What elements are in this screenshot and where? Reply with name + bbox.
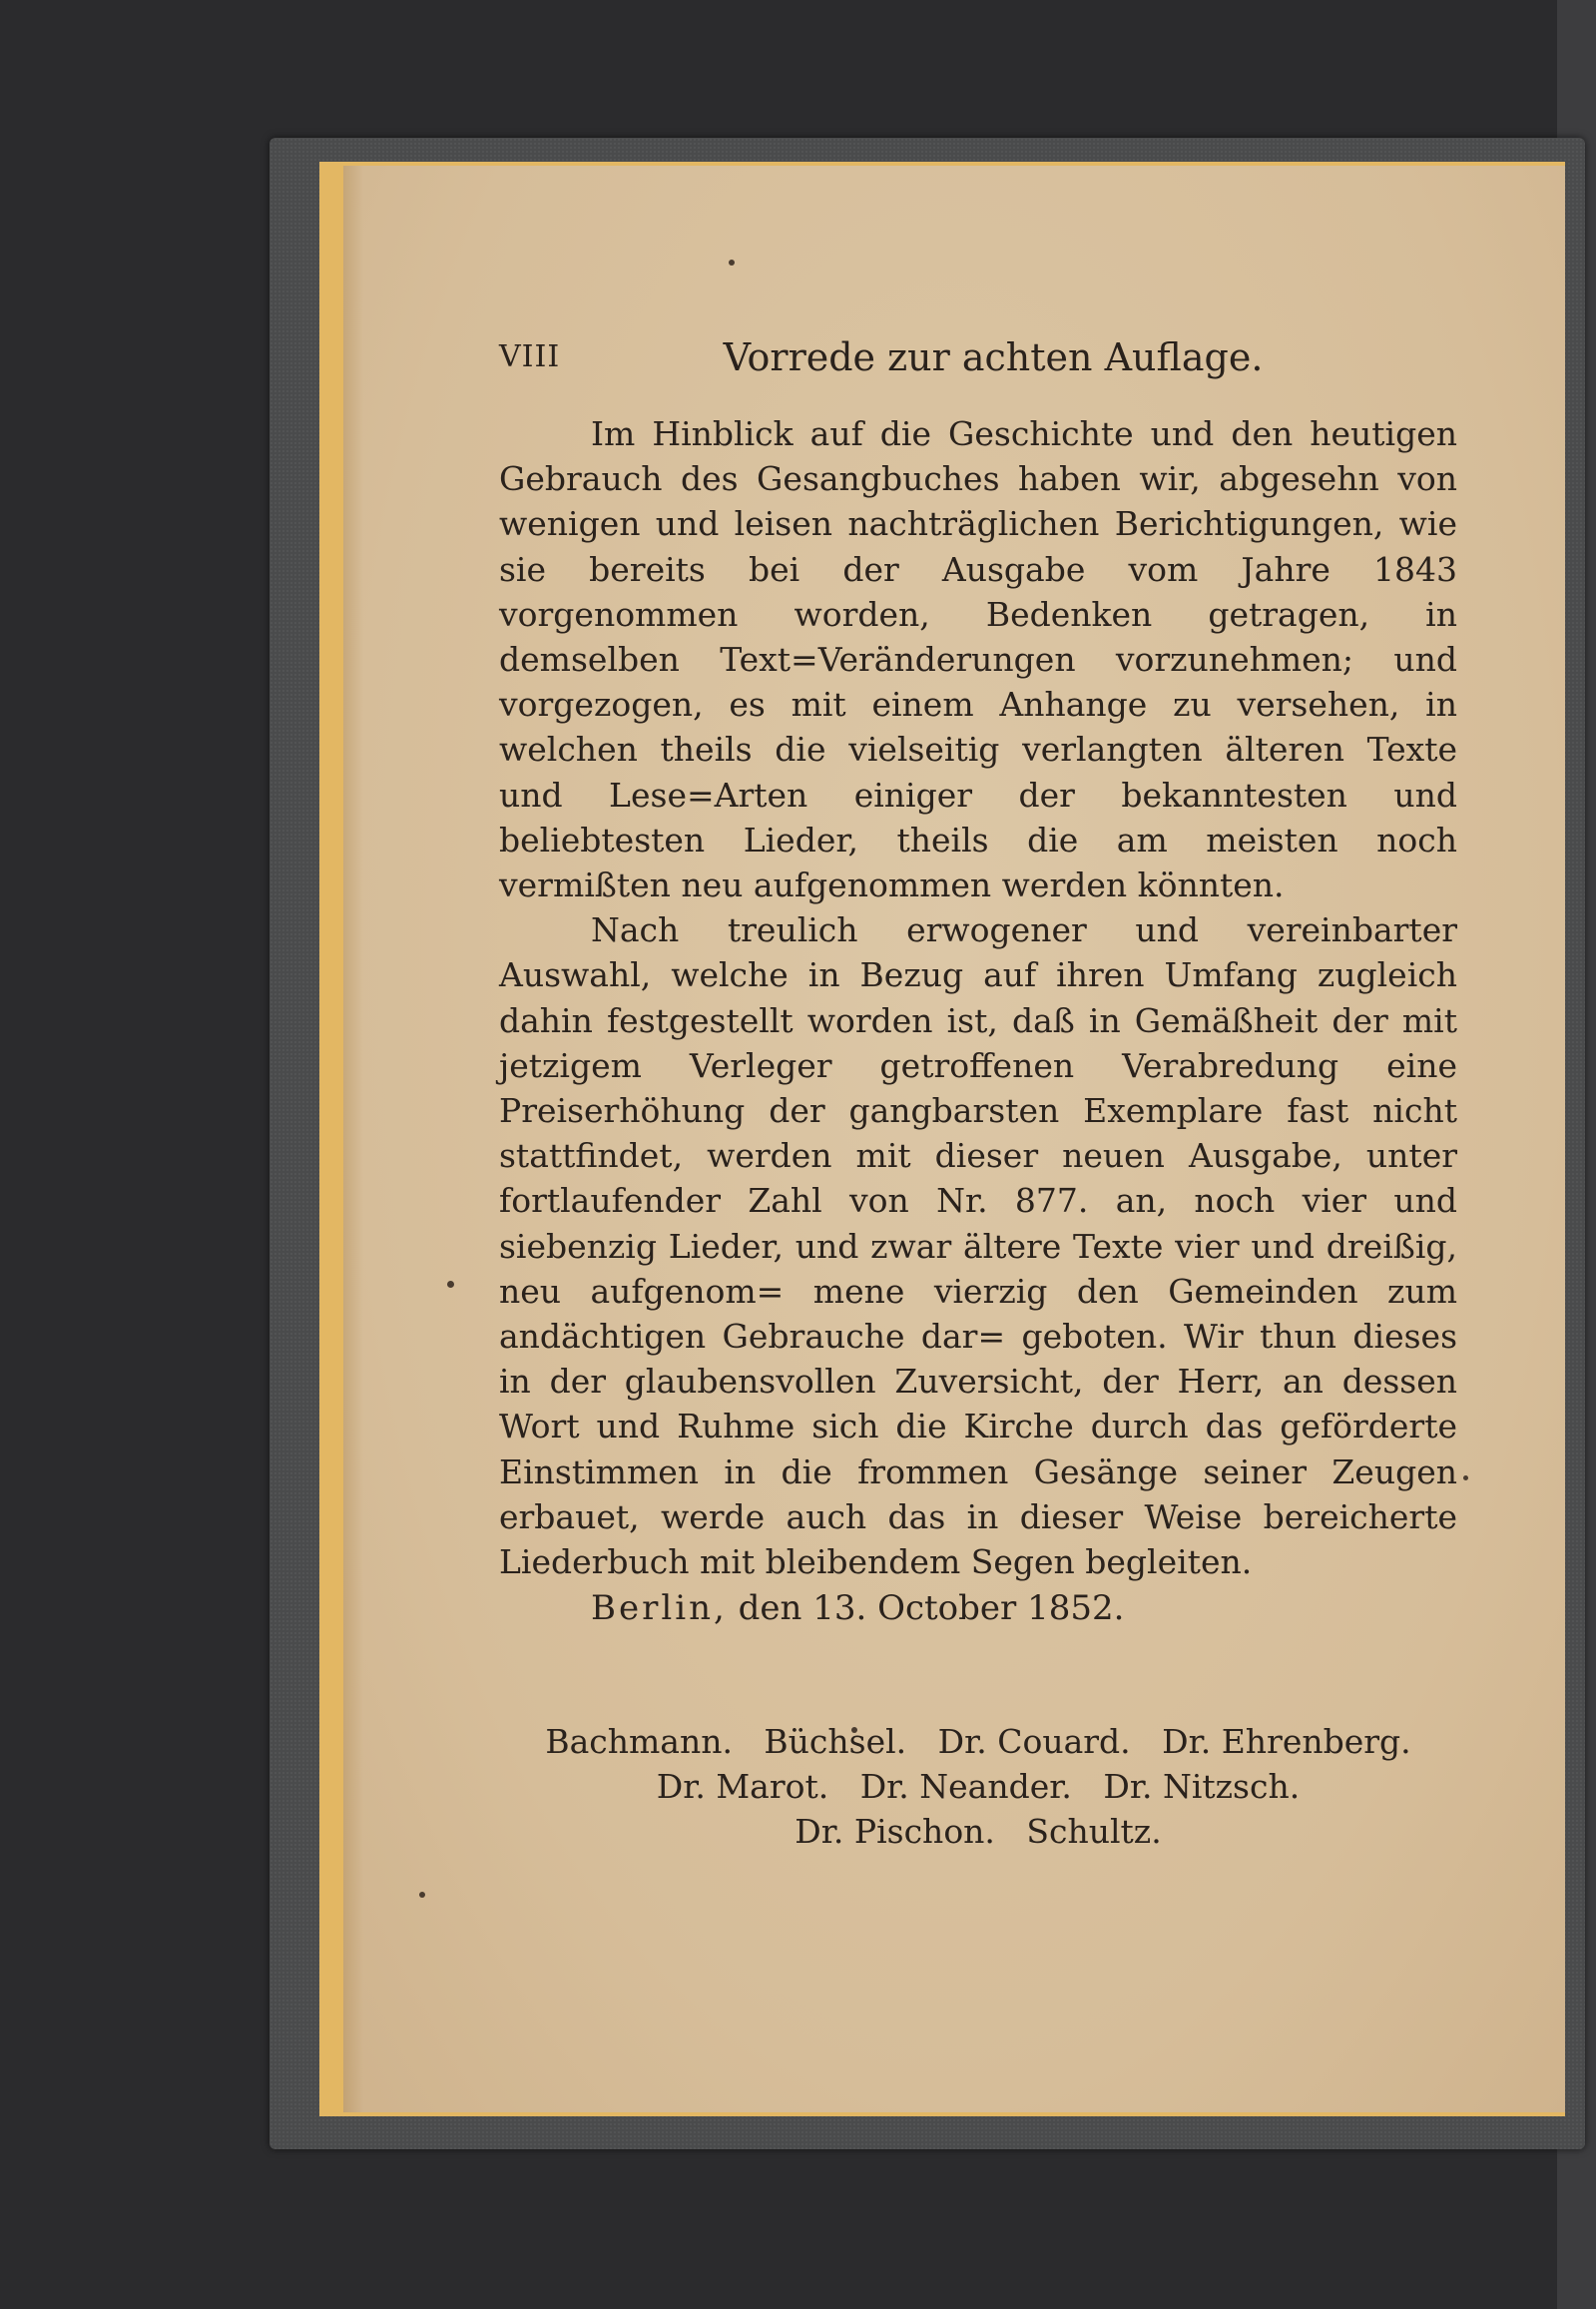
text-line: Lieder, und zwar ältere Texte vier und dreißig, neu aufgenom= bbox=[499, 1226, 1457, 1311]
print-speck bbox=[729, 260, 735, 266]
paragraph-2 bbox=[499, 907, 1457, 1584]
text-line: ist, daß in Gemäßheit der mit jetzigem Verleger getroffenen bbox=[499, 1000, 1457, 1085]
running-head bbox=[499, 329, 1457, 385]
text-line: es mit einem Anhange zu versehen, in welchen theils die bbox=[499, 685, 1457, 770]
text-line: vielseitig verlangten älteren Texte und Lese=Arten einiger der bbox=[499, 730, 1458, 815]
text-line: das geförderte Einstimmen in die frommen Gesänge seiner bbox=[499, 1407, 1458, 1491]
page-gutter bbox=[343, 166, 363, 2112]
page-content bbox=[499, 329, 1457, 1854]
text-line: fast nicht stattfindet, werden mit dieser neuen Ausgabe, unter bbox=[499, 1091, 1457, 1176]
text-line: vermißten neu aufgenommen werden könnten. bbox=[499, 866, 1285, 905]
text-line: fortlaufender Zahl von Nr. 877. an, noch vier und siebenzig bbox=[499, 1181, 1457, 1266]
text-line: demselben Text=Veränderungen vorzunehmen; und vorgezogen, bbox=[499, 640, 1457, 725]
page-number: VIII bbox=[499, 339, 561, 374]
place-and-date bbox=[499, 1586, 1457, 1631]
print-speck bbox=[447, 1281, 454, 1288]
print-speck bbox=[1463, 1475, 1468, 1480]
text-line: Im Hinblick auf die Geschichte und den heutigen Gebrauch bbox=[499, 414, 1457, 499]
text-line: Liederbuch mit bleibendem Segen begleiten. bbox=[499, 1542, 1253, 1582]
date: den 13. October 1852. bbox=[738, 1588, 1125, 1629]
signature-line-1: Bachmann. Büchsel. Dr. Couard. Dr. Ehrenberg. bbox=[545, 1722, 1411, 1762]
body-text bbox=[499, 411, 1457, 1584]
signature-line-3: Dr. Pischon. Schultz. bbox=[795, 1812, 1162, 1852]
text-line: vom Jahre 1843 vorgenommen worden, Bedenken getragen, in bbox=[499, 549, 1458, 634]
text-line: Nach treulich erwogener und vereinbarter Auswahl, welche bbox=[499, 910, 1457, 995]
text-line: geboten. Wir thun dieses in der glaubensvollen Zuversicht, bbox=[499, 1317, 1458, 1402]
text-line: Verabredung eine Preiserhöhung der gangbarsten Exemplare bbox=[499, 1045, 1457, 1131]
signatures bbox=[483, 1719, 1473, 1854]
text-line: in Bezug auf ihren Umfang zugleich dahin festgestellt worden bbox=[499, 955, 1457, 1040]
print-speck bbox=[419, 1892, 425, 1898]
text-line: bekanntesten und beliebtesten Lieder, theils die am meisten noch bbox=[499, 775, 1457, 860]
text-line: nachträglichen Berichtigungen, wie sie bereits bei der Ausgabe bbox=[499, 504, 1457, 589]
place: Berlin, bbox=[591, 1588, 728, 1629]
running-title: Vorrede zur achten Auflage. bbox=[723, 335, 1264, 379]
text-line: der Herr, an dessen Wort und Ruhme sich die Kirche durch bbox=[499, 1362, 1457, 1446]
text-line: des Gesangbuches haben wir, abgesehn von wenigen und leisen bbox=[499, 459, 1457, 544]
text-line: Zeugen erbauet, werde auch das in dieser Weise bereicherte bbox=[499, 1451, 1457, 1536]
signature-line-2: Dr. Marot. Dr. Neander. Dr. Nitzsch. bbox=[656, 1767, 1301, 1807]
paragraph-1 bbox=[499, 411, 1457, 907]
text-line: mene vierzig den Gemeinden zum andächtigen Gebrauche dar= bbox=[499, 1271, 1457, 1357]
